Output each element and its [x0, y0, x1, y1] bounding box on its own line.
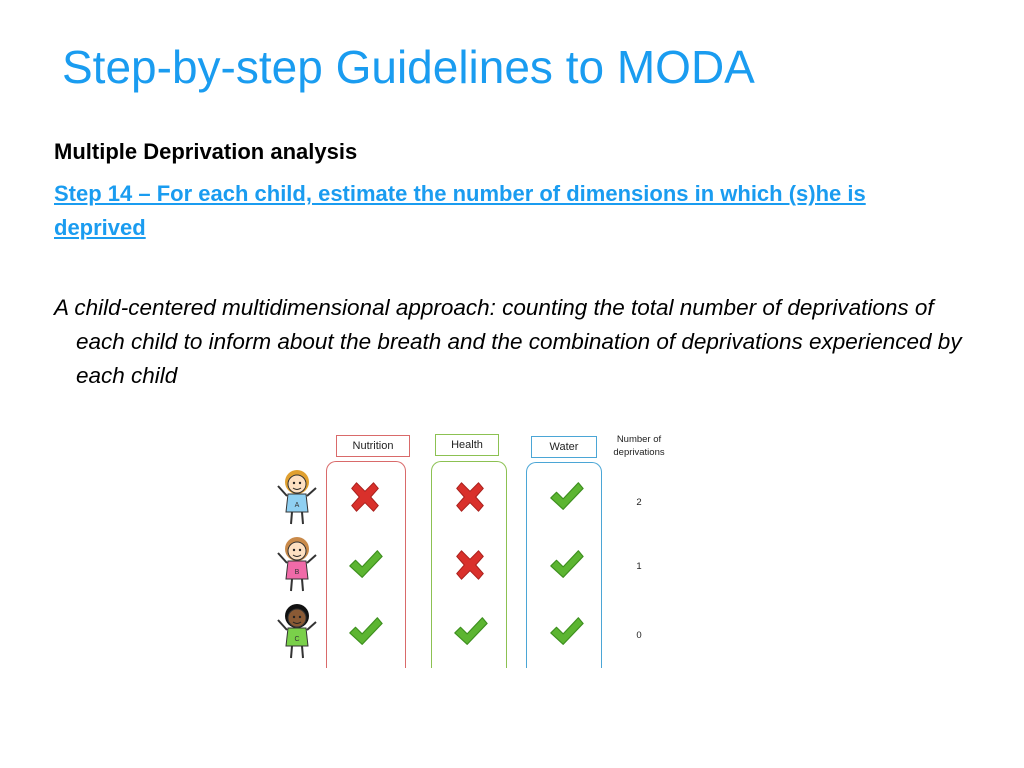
deprivation-figure — [260, 428, 680, 668]
cross-icon — [451, 546, 489, 584]
child-b-figure — [272, 533, 322, 595]
health-header: Health — [435, 434, 499, 456]
section-subtitle: Multiple Deprivation analysis — [54, 139, 358, 164]
check-icon — [346, 613, 384, 651]
child-label: C — [294, 636, 300, 643]
child-c-figure — [272, 600, 322, 662]
count-child-b: 1 — [636, 561, 642, 572]
water-header: Water — [531, 436, 597, 458]
child-label: B — [294, 569, 300, 576]
slide-title: Step-by-step Guidelines to MODA — [62, 41, 755, 93]
check-icon — [547, 613, 585, 651]
body-paragraph: A child-centered multidimensional approach: counting the total number of deprivations of each child to inform about the breath and the combination of deprivations experienced by each child — [54, 295, 962, 388]
nutrition-header: Nutrition — [336, 435, 410, 457]
check-icon — [547, 478, 585, 516]
child-a-figure — [272, 466, 322, 528]
step-link[interactable]: Step 14 – For each child, estimate the number of dimensions in which (s)he is deprived — [54, 181, 866, 240]
count-child-a: 2 — [636, 497, 642, 508]
cross-icon — [451, 478, 489, 516]
check-icon — [451, 613, 489, 651]
check-icon — [547, 546, 585, 584]
cross-icon — [346, 478, 384, 516]
check-icon — [346, 546, 384, 584]
child-label: A — [294, 502, 300, 509]
count-child-c: 0 — [636, 630, 642, 641]
count-header: Number of deprivations — [613, 434, 665, 458]
